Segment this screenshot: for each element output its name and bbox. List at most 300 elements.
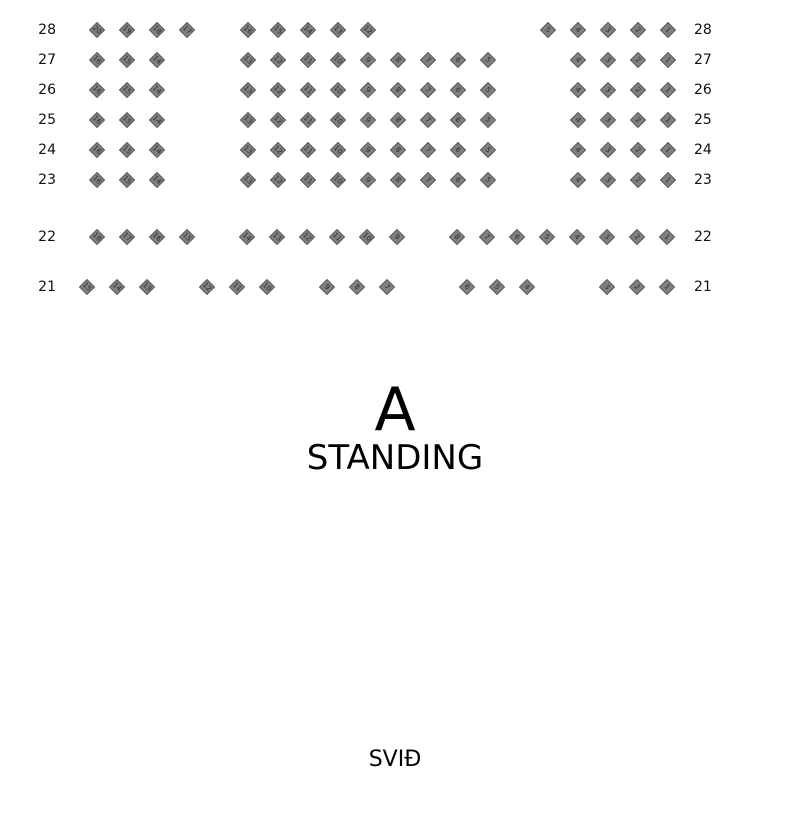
seat[interactable] [359, 229, 375, 245]
seat-diamond-icon [119, 82, 135, 98]
seat[interactable] [629, 279, 645, 295]
seat-number: 2 [632, 282, 642, 292]
seat[interactable] [390, 112, 406, 128]
seat-diamond-icon [600, 82, 616, 98]
seat-number: 15 [121, 144, 133, 156]
seat-number: 8 [393, 145, 403, 155]
seat-number: 8 [352, 282, 362, 292]
seat-diamond-icon [89, 112, 105, 128]
seat-number: 11 [302, 174, 314, 186]
seat-number: 7 [423, 55, 433, 65]
seat[interactable] [570, 142, 586, 158]
seat-number: 5 [492, 282, 502, 292]
seat-number: 1 [663, 175, 673, 185]
seat-number: 5 [483, 85, 493, 95]
seat[interactable] [540, 22, 556, 38]
seat[interactable] [600, 172, 616, 188]
seat[interactable] [570, 112, 586, 128]
seat[interactable] [349, 279, 365, 295]
seat[interactable] [89, 82, 105, 98]
seat-number: 11 [302, 114, 314, 126]
seat[interactable] [659, 229, 675, 245]
seat-number: 2 [633, 55, 643, 65]
seat-number: 9 [392, 232, 402, 242]
seat[interactable] [300, 172, 316, 188]
seat-number: 15 [121, 114, 133, 126]
seat-number: 1 [663, 55, 673, 65]
seat-number: 3 [603, 55, 613, 65]
seat[interactable] [450, 82, 466, 98]
seat[interactable] [479, 229, 495, 245]
seat-diamond-icon [299, 229, 315, 245]
seat[interactable] [239, 229, 255, 245]
seat[interactable] [259, 279, 275, 295]
seat[interactable] [360, 22, 376, 38]
seat[interactable] [420, 52, 436, 68]
seat[interactable] [480, 52, 496, 68]
seat-diamond-icon [480, 142, 496, 158]
seat-number: 10 [361, 231, 373, 243]
seat[interactable] [599, 229, 615, 245]
seat[interactable] [450, 52, 466, 68]
seat-number: 14 [151, 174, 163, 186]
seat-number: 2 [633, 145, 643, 155]
seat[interactable] [420, 172, 436, 188]
seat[interactable] [300, 52, 316, 68]
seat[interactable] [389, 229, 405, 245]
seat-number: 5 [483, 115, 493, 125]
seat[interactable] [600, 142, 616, 158]
seat[interactable] [319, 279, 335, 295]
seat[interactable] [79, 279, 95, 295]
seat-diamond-icon [660, 52, 676, 68]
seat-diamond-icon [240, 112, 256, 128]
seat-diamond-icon [379, 279, 395, 295]
seat-number: 10 [261, 281, 273, 293]
seat-diamond-icon [360, 172, 376, 188]
seat-diamond-icon [450, 172, 466, 188]
seat[interactable] [630, 52, 646, 68]
seat[interactable] [360, 112, 376, 128]
seat-number: 11 [331, 231, 343, 243]
seat-number: 9 [363, 85, 373, 95]
seat[interactable] [270, 52, 286, 68]
seat-diamond-icon [630, 142, 646, 158]
seat-diamond-icon [390, 142, 406, 158]
seat[interactable] [119, 82, 135, 98]
seat[interactable] [149, 112, 165, 128]
seat-number: 2 [632, 232, 642, 242]
seat-diamond-icon [630, 52, 646, 68]
row-label-right: 22 [694, 229, 712, 245]
seat-diamond-icon [360, 112, 376, 128]
seat[interactable] [570, 52, 586, 68]
seat[interactable] [599, 279, 615, 295]
seat[interactable] [89, 22, 105, 38]
seat[interactable] [149, 142, 165, 158]
seat[interactable] [660, 172, 676, 188]
seat[interactable] [390, 52, 406, 68]
seat[interactable] [360, 52, 376, 68]
seat-number: 13 [242, 144, 254, 156]
seat-number: 5 [483, 55, 493, 65]
seat[interactable] [330, 52, 346, 68]
seat-diamond-icon [240, 22, 256, 38]
seat-number: 8 [393, 115, 403, 125]
seat[interactable] [390, 172, 406, 188]
seat[interactable] [489, 279, 505, 295]
seat[interactable] [89, 172, 105, 188]
seat-diamond-icon [89, 142, 105, 158]
seat-diamond-icon [89, 82, 105, 98]
seat-number: 17 [181, 24, 193, 36]
seat[interactable] [119, 52, 135, 68]
seat-number: 2 [633, 25, 643, 35]
seat-diamond-icon [540, 22, 556, 38]
seat-diamond-icon [570, 172, 586, 188]
seat[interactable] [629, 229, 645, 245]
seat[interactable] [119, 172, 135, 188]
seat[interactable] [570, 82, 586, 98]
seat[interactable] [179, 229, 195, 245]
seat-diamond-icon [660, 112, 676, 128]
seat[interactable] [119, 229, 135, 245]
seat-number: 4 [573, 85, 583, 95]
seat-number: 10 [332, 54, 344, 66]
seat-number: 10 [332, 174, 344, 186]
seat[interactable] [420, 112, 436, 128]
seat-diamond-icon [630, 82, 646, 98]
seat[interactable] [330, 112, 346, 128]
seat[interactable] [240, 112, 256, 128]
seat[interactable] [600, 22, 616, 38]
seat[interactable] [659, 279, 675, 295]
seat[interactable] [519, 279, 535, 295]
seat[interactable] [300, 22, 316, 38]
seat[interactable] [480, 172, 496, 188]
seat-number: 16 [91, 84, 103, 96]
seat[interactable] [450, 112, 466, 128]
seat-diamond-icon [660, 142, 676, 158]
seat-number: 8 [393, 55, 403, 65]
seat[interactable] [269, 229, 285, 245]
seat[interactable] [330, 142, 346, 158]
seat[interactable] [199, 279, 215, 295]
seat-number: 13 [242, 114, 254, 126]
seat[interactable] [450, 142, 466, 158]
seat-number: 15 [81, 281, 93, 293]
seat-number: 4 [573, 145, 583, 155]
seat-number: 15 [121, 84, 133, 96]
seat-diamond-icon [229, 279, 245, 295]
seat-diamond-icon [630, 172, 646, 188]
seat-diamond-icon [480, 172, 496, 188]
seat[interactable] [299, 229, 315, 245]
seat-number: 8 [452, 232, 462, 242]
seat[interactable] [149, 52, 165, 68]
row-label-left: 26 [38, 82, 56, 98]
seat-number: 13 [242, 174, 254, 186]
seat[interactable] [630, 112, 646, 128]
seat[interactable] [379, 279, 395, 295]
seat-diamond-icon [119, 229, 135, 245]
seat-number: 14 [302, 24, 314, 36]
seat-number: 19 [121, 24, 133, 36]
seat-number: 13 [242, 54, 254, 66]
seat[interactable] [630, 82, 646, 98]
seat[interactable] [89, 52, 105, 68]
seat-diamond-icon [360, 52, 376, 68]
seat-diamond-icon [240, 82, 256, 98]
seat[interactable] [149, 22, 165, 38]
seat[interactable] [240, 172, 256, 188]
seat[interactable] [270, 82, 286, 98]
seat[interactable] [179, 22, 195, 38]
seat-number: 7 [482, 232, 492, 242]
seat-number: 10 [332, 84, 344, 96]
seat-diamond-icon [270, 112, 286, 128]
seat[interactable] [660, 82, 676, 98]
seat-diamond-icon [300, 22, 316, 38]
seat[interactable] [89, 112, 105, 128]
seat-diamond-icon [570, 22, 586, 38]
seat[interactable] [450, 172, 466, 188]
seat[interactable] [390, 82, 406, 98]
seat[interactable] [89, 229, 105, 245]
seat-number: 6 [462, 282, 472, 292]
seat-diamond-icon [390, 172, 406, 188]
seat[interactable] [119, 22, 135, 38]
seat-number: 12 [362, 24, 374, 36]
seat[interactable] [300, 112, 316, 128]
seat-diamond-icon [270, 172, 286, 188]
row-label-left: 25 [38, 112, 56, 128]
seat[interactable] [630, 22, 646, 38]
seat[interactable] [330, 82, 346, 98]
seat[interactable] [300, 142, 316, 158]
seat[interactable] [480, 142, 496, 158]
seat[interactable] [109, 279, 125, 295]
seat-diamond-icon [660, 22, 676, 38]
seat[interactable] [240, 22, 256, 38]
seat-number: 3 [602, 282, 612, 292]
seat-number: 1 [662, 282, 672, 292]
seat-number: 3 [603, 25, 613, 35]
seat[interactable] [480, 82, 496, 98]
seat[interactable] [509, 229, 525, 245]
seat-diamond-icon [450, 112, 466, 128]
seat-diamond-icon [359, 229, 375, 245]
seat-number: 4 [573, 25, 583, 35]
seat[interactable] [360, 172, 376, 188]
seat-diamond-icon [139, 279, 155, 295]
seat-number: 16 [91, 144, 103, 156]
row-label-right: 23 [694, 172, 712, 188]
seat[interactable] [270, 172, 286, 188]
seat-diamond-icon [570, 142, 586, 158]
seat-number: 1 [663, 25, 673, 35]
section-letter: A [374, 375, 416, 445]
seat-diamond-icon [659, 279, 675, 295]
seat[interactable] [149, 229, 165, 245]
seat-diamond-icon [480, 52, 496, 68]
seat-number: 13 [141, 281, 153, 293]
seat-number: 8 [393, 85, 403, 95]
seat[interactable] [330, 22, 346, 38]
seat[interactable] [480, 112, 496, 128]
seat[interactable] [570, 172, 586, 188]
seat-diamond-icon [330, 82, 346, 98]
seat[interactable] [119, 142, 135, 158]
seat[interactable] [329, 229, 345, 245]
seat[interactable] [660, 52, 676, 68]
seat-number: 13 [242, 84, 254, 96]
seat[interactable] [660, 112, 676, 128]
seat[interactable] [630, 142, 646, 158]
seat-number: 7 [423, 115, 433, 125]
seat-diamond-icon [119, 142, 135, 158]
seat-diamond-icon [420, 172, 436, 188]
seat-diamond-icon [600, 22, 616, 38]
seat-number: 3 [603, 85, 613, 95]
seat[interactable] [240, 82, 256, 98]
seat-number: 1 [663, 145, 673, 155]
seat-number: 4 [573, 115, 583, 125]
seat[interactable] [449, 229, 465, 245]
seat-diamond-icon [660, 172, 676, 188]
seat-number: 12 [301, 231, 313, 243]
seat-diamond-icon [330, 52, 346, 68]
seat-number: 7 [382, 282, 392, 292]
seat-number: 9 [322, 282, 332, 292]
seat-number: 20 [91, 24, 103, 36]
seat-diamond-icon [570, 82, 586, 98]
seat-diamond-icon [630, 22, 646, 38]
seat-diamond-icon [330, 112, 346, 128]
seat-diamond-icon [489, 279, 505, 295]
seat-number: 13 [332, 24, 344, 36]
seat[interactable] [390, 142, 406, 158]
seat[interactable] [240, 142, 256, 158]
seat-number: 8 [393, 175, 403, 185]
seat-diamond-icon [630, 112, 646, 128]
seat[interactable] [119, 112, 135, 128]
seat[interactable] [330, 172, 346, 188]
seat[interactable] [570, 22, 586, 38]
seat[interactable] [459, 279, 475, 295]
seat[interactable] [270, 112, 286, 128]
seat[interactable] [240, 52, 256, 68]
seat[interactable] [360, 82, 376, 98]
seat-number: 10 [332, 144, 344, 156]
seat-number: 2 [633, 85, 643, 95]
seat[interactable] [420, 82, 436, 98]
seat-diamond-icon [109, 279, 125, 295]
row-label-right: 27 [694, 52, 712, 68]
seat-number: 2 [633, 115, 643, 125]
row-label-left: 21 [38, 279, 56, 295]
seat[interactable] [660, 22, 676, 38]
seat-diamond-icon [199, 279, 215, 295]
seat[interactable] [149, 82, 165, 98]
seat[interactable] [420, 142, 436, 158]
seat[interactable] [569, 229, 585, 245]
seat-number: 3 [603, 145, 613, 155]
seat-diamond-icon [539, 229, 555, 245]
seat-diamond-icon [270, 52, 286, 68]
seat-number: 9 [363, 55, 373, 65]
seat-number: 14 [151, 114, 163, 126]
seat-diamond-icon [89, 52, 105, 68]
seat-number: 5 [483, 145, 493, 155]
seat-diamond-icon [360, 142, 376, 158]
seat-diamond-icon [660, 82, 676, 98]
seat-number: 7 [423, 145, 433, 155]
seat[interactable] [539, 229, 555, 245]
seat-diamond-icon [259, 279, 275, 295]
seat-diamond-icon [600, 112, 616, 128]
seat-number: 5 [542, 232, 552, 242]
seat-number: 6 [453, 175, 463, 185]
seat[interactable] [600, 82, 616, 98]
seat-diamond-icon [570, 112, 586, 128]
seat[interactable] [660, 142, 676, 158]
seat-number: 1 [663, 115, 673, 125]
seat[interactable] [149, 172, 165, 188]
seat-diamond-icon [240, 52, 256, 68]
seat-number: 16 [242, 24, 254, 36]
seat-number: 15 [121, 54, 133, 66]
seat-diamond-icon [300, 82, 316, 98]
seat[interactable] [270, 22, 286, 38]
seat-diamond-icon [519, 279, 535, 295]
seat-number: 9 [363, 115, 373, 125]
seat-number: 1 [662, 232, 672, 242]
seat-diamond-icon [269, 229, 285, 245]
seat[interactable] [630, 172, 646, 188]
row-label-left: 24 [38, 142, 56, 158]
seat[interactable] [300, 82, 316, 98]
seat-number: 12 [272, 54, 284, 66]
seat-diamond-icon [119, 112, 135, 128]
seat[interactable] [600, 112, 616, 128]
seat-number: 5 [543, 25, 553, 35]
seat[interactable] [229, 279, 245, 295]
seat-diamond-icon [149, 22, 165, 38]
seat-number: 15 [272, 24, 284, 36]
seat-diamond-icon [420, 52, 436, 68]
seat-number: 16 [91, 174, 103, 186]
seat-number: 3 [603, 175, 613, 185]
seat-number: 6 [512, 232, 522, 242]
seat-number: 6 [453, 145, 463, 155]
seat[interactable] [89, 142, 105, 158]
seat-number: 18 [151, 24, 163, 36]
seat-diamond-icon [319, 279, 335, 295]
seat[interactable] [360, 142, 376, 158]
seat-number: 9 [363, 145, 373, 155]
seat-diamond-icon [330, 172, 346, 188]
row-label-left: 23 [38, 172, 56, 188]
seat-diamond-icon [240, 172, 256, 188]
seat-diamond-icon [79, 279, 95, 295]
seat-number: 12 [201, 281, 213, 293]
seat[interactable] [139, 279, 155, 295]
seat[interactable] [270, 142, 286, 158]
seat[interactable] [600, 52, 616, 68]
seat-diamond-icon [149, 52, 165, 68]
seat-diamond-icon [270, 142, 286, 158]
